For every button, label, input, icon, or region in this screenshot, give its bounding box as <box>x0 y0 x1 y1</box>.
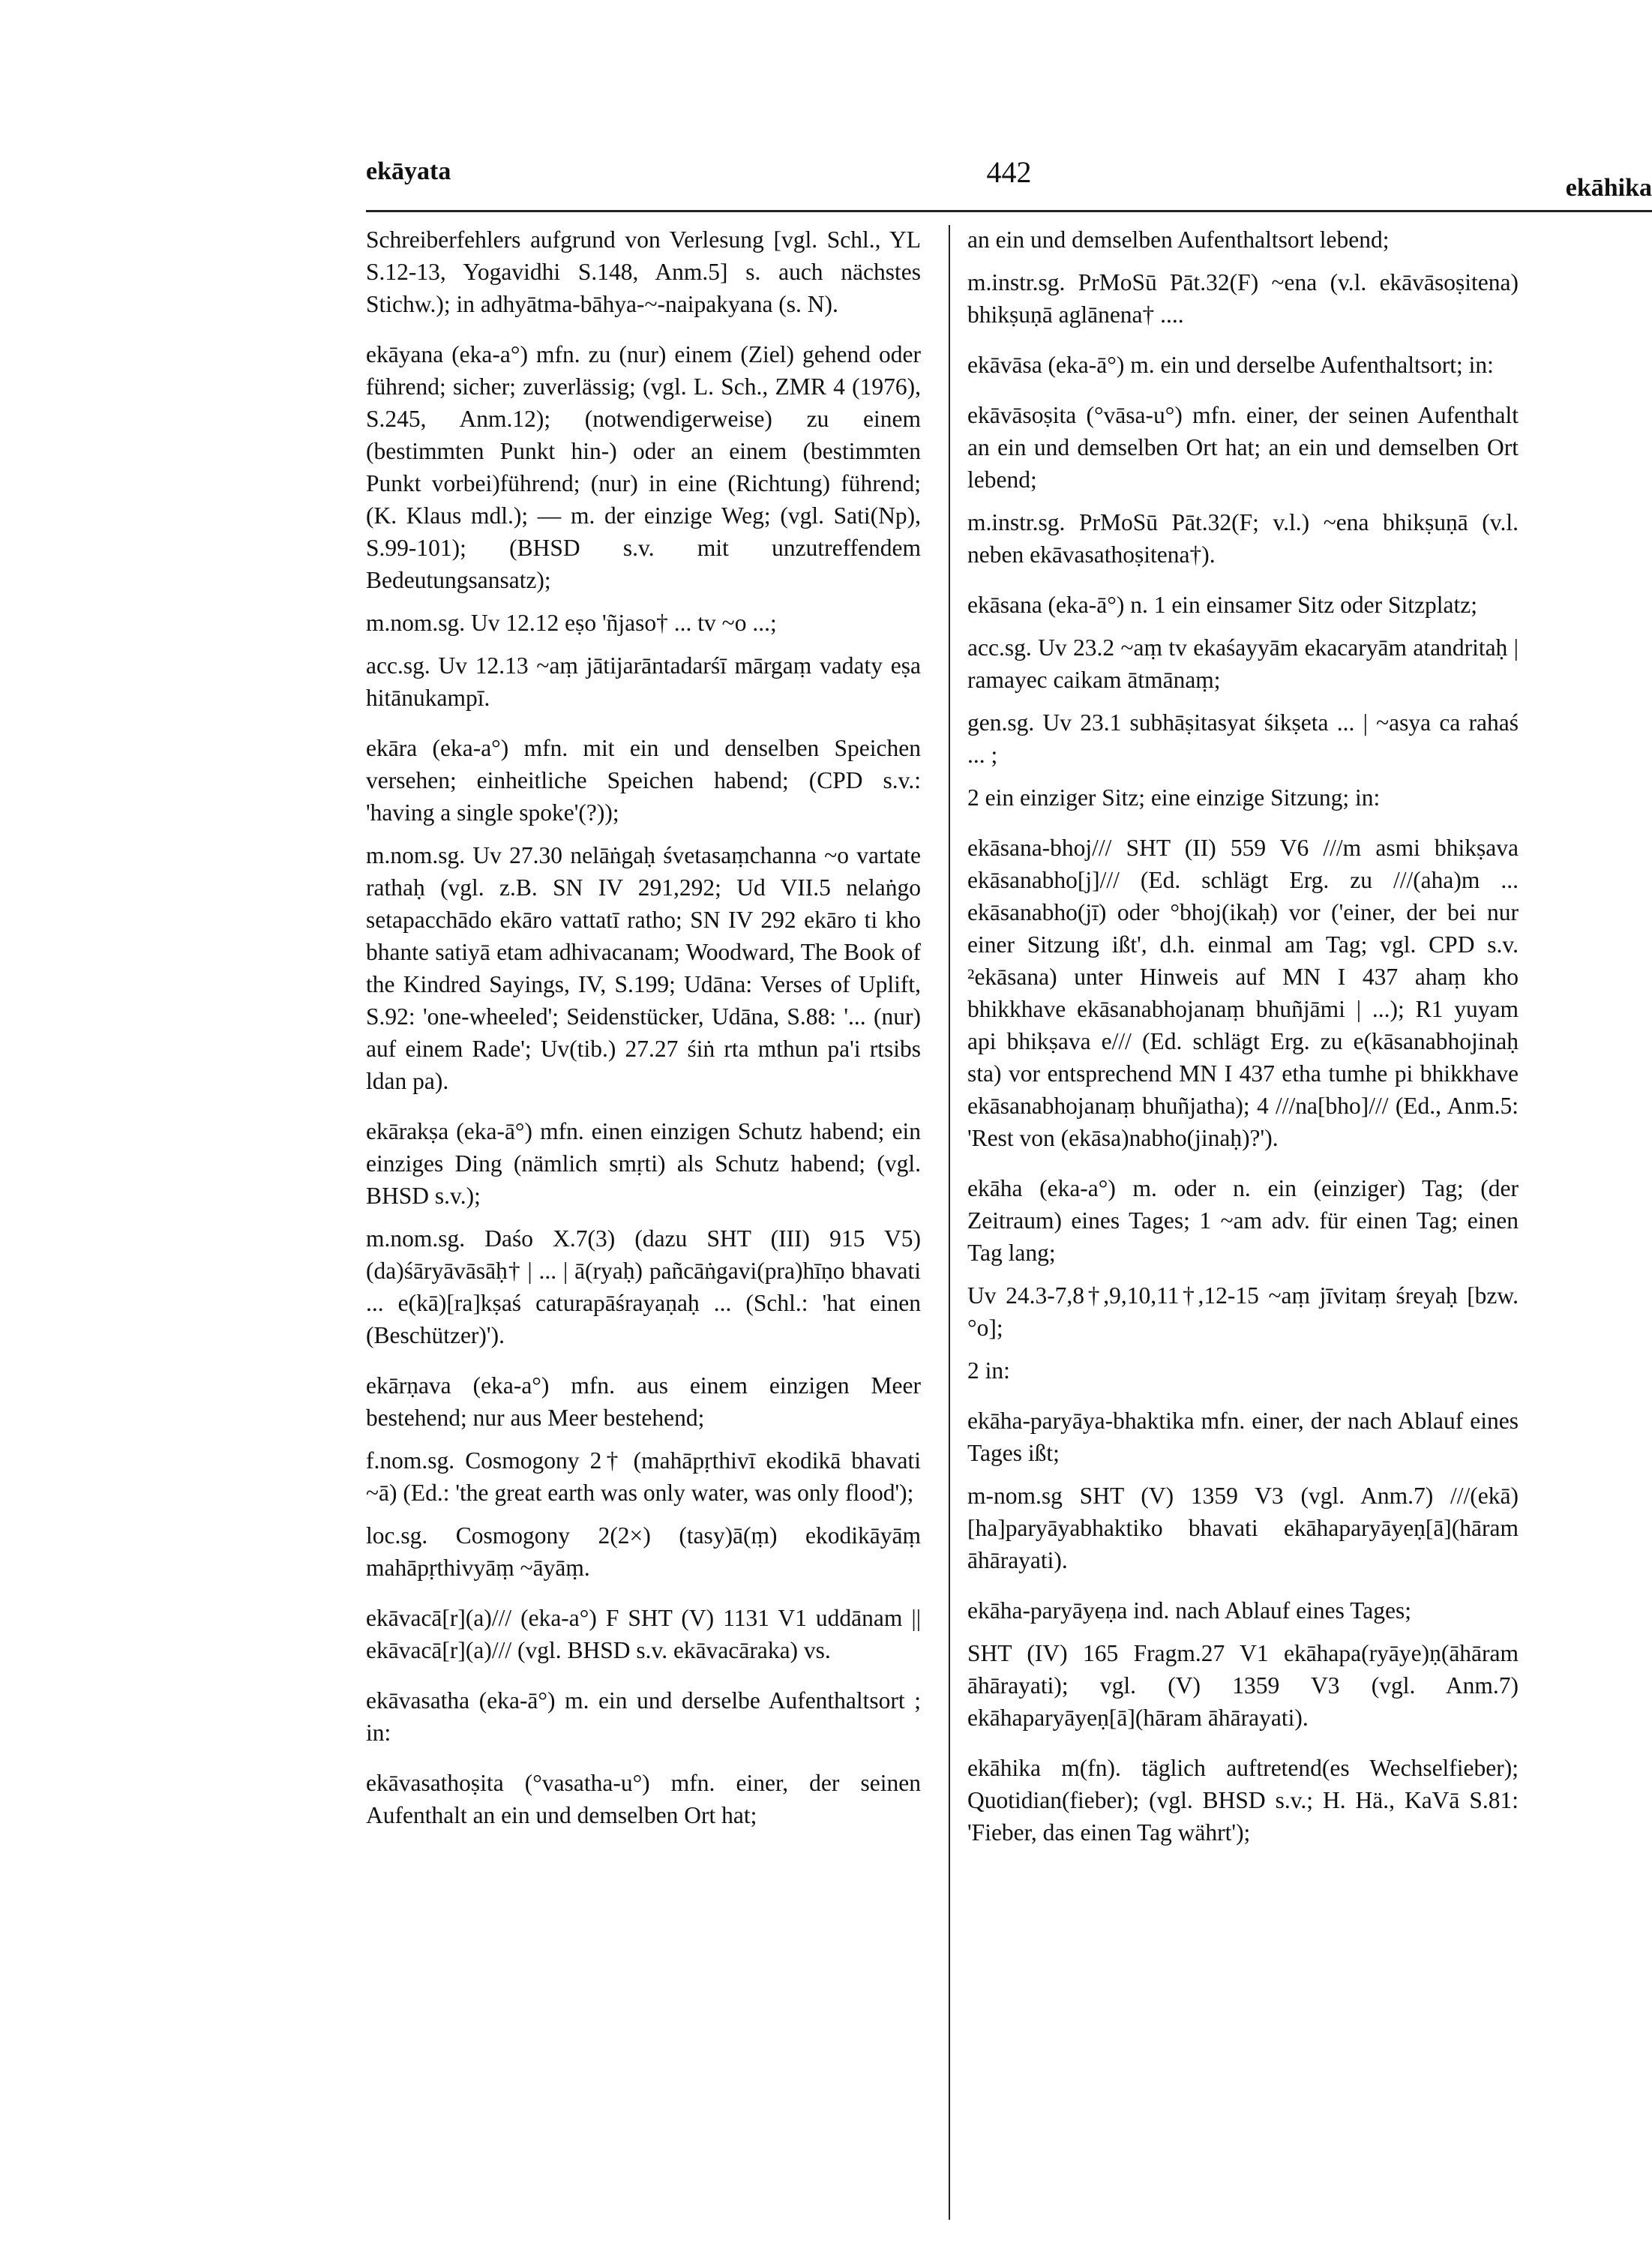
continuation-paragraph: Schreiberfehlers aufgrund von Verlesung [vgl. Schl., YL S.12-13, Yogavidhi S.148, Anm.5] s. auch nächstes Stichw.); in adhyātma-bāhya-~-naipakyana (s. N). <box>366 226 921 317</box>
entry-ekaha-paryaya-bhaktika: ekāha-paryāya-bhaktika mfn. einer, der nach Ablauf eines Tages ißt; <box>967 1408 1519 1466</box>
entry-ekavasatha: ekāvasatha (eka-ā°) m. ein und derselbe Aufenthaltsort ; in: <box>366 1687 921 1746</box>
entry-citation: gen.sg. Uv 23.1 subhāṣitasyat śikṣeta ... | ~asya ca rahaś ... ; <box>967 709 1519 768</box>
entry-citation: loc.sg. Cosmogony 2(2×) (tasy)ā(ṃ) ekodikāyāṃ mahāpṛthivyāṃ ~āyāṃ. <box>366 1522 921 1581</box>
entry-ekasana-bhoj: ekāsana-bhoj/// SHT (II) 559 V6 ///m asmi bhikṣava ekāsanabho[j]/// (Ed. schlägt Erg. zu ///(aha)m ... ekāsanabho(jī) oder °bhoj(ikaḥ) vor ('einer, der bei nur einer Sitzung ißt', d.h. einmal am Tag; vgl. CPD s.v. ²ekāsana) unter Hinweis auf MN I 437 ahaṃ kho bhikkhave ekāsanabhojanaṃ bhuñjāmi | ...); R1 yuyam api bhikṣava e/// (Ed. schlägt Erg. zu e(kāsanabhojinaḥ sta) vor entsprechend MN I 437 etha tumhe pi bhikkhave ekāsanabhojanaṃ bhuñjatha); 4 ///na[bho]/// (Ed., Anm.5: 'Rest von (ekāsa)nabho(jinaḥ)?'). <box>967 835 1519 1151</box>
entry-ekaha-paryayena: ekāha-paryāyeṇa ind. nach Ablauf eines Tages; <box>967 1597 1411 1624</box>
page-number: 442 <box>986 155 1032 189</box>
entry-citation: Uv 24.3-7,8†,9,10,11†,12-15 ~aṃ jīvitaṃ śreyaḥ [bzw. °o]; <box>967 1282 1519 1341</box>
entry-ekavasathosita: ekāvasathoṣita (°vasatha-u°) mfn. einer, der seinen Aufenthalt an ein und demselben Ort hat; <box>366 1770 921 1828</box>
running-head-left: ekāyata <box>366 157 451 185</box>
entry-citation: m.instr.sg. PrMoSū Pāt.32(F; v.l.) ~ena bhikṣuṇā (v.l. neben ekāvasathoṣitena†). <box>967 509 1519 568</box>
entry-sense: 2 ein einziger Sitz; eine einzige Sitzung; in: <box>967 784 1381 811</box>
entry-citation: acc.sg. Uv 12.13 ~aṃ jātijarāntadarśī mārgaṃ vadaty eṣa hitānukampī. <box>366 652 921 711</box>
entry-ekasana: ekāsana (eka-ā°) n. 1 ein einsamer Sitz oder Sitzplatz; <box>967 592 1477 618</box>
entry-ekara: ekāra (eka-a°) mfn. mit ein und denselben Speichen versehen; einheitliche Speichen habend; (CPD s.v.: 'having a single spoke'(?)); <box>366 735 921 826</box>
entry-citation: m.nom.sg. Uv 27.30 nelāṅgaḥ śvetasaṃchanna ~o vartate rathaḥ (vgl. z.B. SN IV 291,292; Ud VII.5 nelaṅgo setapacchādo ekāro vattatī ratho; SN IV 292 ekāro ti kho bhante satiyā etam adhivacanam; Woodward, The Book of the Kindred Sayings, IV, S.199; Udāna: Verses of Uplift, S.92: 'one-wheeled'; Seidenstücker, Udāna, S.88: '... (nur) auf einem Rade'; Uv(tib.) 27.27 śiṅ rta mthun pa'i rtsibs ldan pa). <box>366 842 921 1094</box>
running-head-right: ekāhika <box>1565 174 1652 202</box>
header-rule <box>366 210 1652 212</box>
entry-citation: acc.sg. Uv 23.2 ~aṃ tv ekaśayyām ekacaryām atandritaḥ | ramayec caikam ātmānaṃ; <box>967 634 1519 693</box>
right-column <box>967 223 1519 1859</box>
entry-ekavasosita: ekāvāsoṣita (°vāsa-u°) mfn. einer, der seinen Aufenthalt an ein und demselben Ort hat; an ein und demselben Ort lebend; <box>967 402 1519 493</box>
entry-ekarnava: ekārṇava (eka-a°) mfn. aus einem einzigen Meer bestehend; nur aus Meer bestehend; <box>366 1372 921 1431</box>
entry-citation: m.nom.sg. Uv 12.12 eṣo 'ñjaso† ... tv ~o ...; <box>366 610 777 636</box>
entry-citation: m-nom.sg SHT (V) 1359 V3 (vgl. Anm.7) ///(ekā)[ha]paryāyabhaktiko bhavati ekāhaparyāyeṇ[ā](hāram āhārayati). <box>967 1483 1519 1573</box>
entry-citation: m.instr.sg. PrMoSū Pāt.32(F) ~ena (v.l. ekāvāsoṣitena) bhikṣuṇā aglānena† .... <box>967 269 1519 328</box>
entry-sense: 2 in: <box>967 1357 1010 1384</box>
entry-citation: m.nom.sg. Daśo X.7(3) (dazu SHT (III) 915 V5) (da)śāryāvāsāḥ† | ... | ā(ryaḥ) pañcāṅgavi(pra)hīṇo bhavati ... e(kā)[ra]kṣaś caturapāśrayaṇaḥ ... (Schl.: 'hat einen (Beschützer)'). <box>366 1225 921 1348</box>
entry-citation: SHT (IV) 165 Fragm.27 V1 ekāhapa(ryāye)ṇ(āhāram āhārayati); vgl. (V) 1359 V3 (vgl. Anm.7) ekāhaparyāyeṇ[ā](hāram āhārayati). <box>967 1640 1519 1731</box>
left-column <box>366 223 921 1842</box>
entry-ekaraksa: ekārakṣa (eka-ā°) mfn. einen einzigen Schutz habend; ein einziges Ding (nämlich smṛti) als Schutz habend; (vgl. BHSD s.v.); <box>366 1118 921 1209</box>
continuation-paragraph: an ein und demselben Aufenthaltsort lebend; <box>967 226 1390 253</box>
entry-ekahika: ekāhika m(fn). täglich auftretend(es Wechselfieber); Quotidian(fieber); (vgl. BHSD s.v.; H. Hä., KaVā S.81: 'Fieber, das einen Tag währt'); <box>967 1755 1519 1846</box>
entry-citation: f.nom.sg. Cosmogony 2† (mahāpṛthivī ekodikā bhavati ~ā) (Ed.: 'the great earth was only water, was only flood'); <box>366 1447 921 1506</box>
page-header <box>366 157 1652 202</box>
column-divider <box>949 225 950 2220</box>
entry-ekavacara: ekāvacā[r](a)/// (eka-a°) F SHT (V) 1131 V1 uddānam || ekāvacā[r](a)/// (vgl. BHSD s.v. ekāvacāraka) vs. <box>366 1605 921 1663</box>
entry-ekavasa: ekāvāsa (eka-ā°) m. ein und derselbe Aufenthaltsort; in: <box>967 352 1494 378</box>
entry-ekayana: ekāyana (eka-a°) mfn. zu (nur) einem (Ziel) gehend oder führend; sicher; zuverlässig; (vgl. L. Sch., ZMR 4 (1976), S.245, Anm.12); (notwendigerweise) zu einem (bestimmten Punkt hin-) oder an einem (bestimmten Punkt vorbei)führend; (nur) in eine (Richtung) führend; (K. Klaus mdl.); — m. der einzige Weg; (vgl. Sati(Np), S.99-101); (BHSD s.v. mit unzutreffendem Bedeutungsansatz); <box>366 341 921 593</box>
entry-ekaha: ekāha (eka-a°) m. oder n. ein (einziger) Tag; (der Zeitraum) eines Tages; 1 ~am adv. für einen Tag; einen Tag lang; <box>967 1175 1519 1266</box>
